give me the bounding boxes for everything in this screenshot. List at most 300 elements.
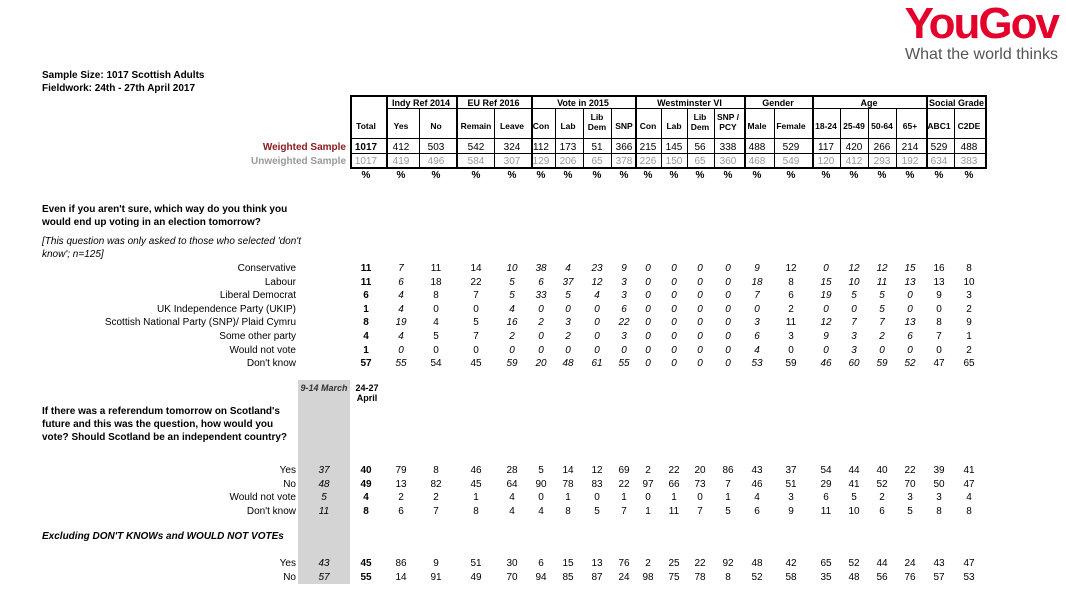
cell-value: 0 — [851, 303, 857, 315]
cell-value: 14 — [562, 465, 574, 476]
cell-value: 43 — [933, 558, 945, 569]
cell-value: 0 — [645, 492, 651, 504]
column-header: Lab — [560, 121, 576, 131]
unweighted-sample-value: 192 — [901, 156, 919, 167]
cell-value: 6 — [538, 276, 544, 288]
cell-value: 8 — [433, 465, 439, 476]
cell-value: 0 — [473, 303, 479, 315]
cell-value: 13 — [933, 276, 945, 288]
percent-sign: % — [471, 170, 481, 181]
cell-value: 7 — [725, 478, 731, 490]
cell-value: 38 — [535, 263, 547, 274]
cell-value: 23 — [591, 263, 603, 274]
cell-value: 0 — [725, 263, 731, 274]
cell-value: 1 — [725, 492, 731, 504]
cell-value: 97 — [642, 478, 654, 490]
cell-value: 2 — [645, 465, 651, 476]
cell-value: 9 — [966, 317, 972, 329]
cell-value: 65 — [963, 358, 975, 370]
cell-value: 10 — [848, 276, 860, 288]
cell-value: 22 — [618, 478, 630, 490]
unweighted-sample-value: 584 — [467, 156, 485, 167]
column-header: 50-64 — [871, 121, 893, 131]
cell-value: 0 — [671, 303, 677, 315]
cell-value: 30 — [506, 558, 518, 569]
cell-value: 0 — [907, 290, 913, 302]
cell-value: 70 — [904, 478, 916, 490]
weighted-sample-value: 214 — [901, 142, 919, 153]
cell-value: 45 — [470, 478, 482, 490]
cell-value: 14 — [395, 571, 407, 583]
cell-value: 4 — [363, 492, 369, 504]
cell-value: 5 — [907, 505, 913, 517]
unweighted-sample-value: 129 — [532, 156, 550, 167]
cell-value: 5 — [594, 505, 600, 517]
cell-value: 82 — [430, 478, 442, 490]
cell-value: 10 — [848, 505, 860, 517]
weighted-sample-value: 51 — [591, 142, 603, 153]
cell-value: 7 — [851, 317, 857, 329]
percent-sign: % — [752, 170, 762, 181]
cell-value: 54 — [820, 465, 832, 476]
cell-value: 48 — [562, 358, 574, 370]
cell-value: 0 — [671, 344, 677, 356]
weighted-sample-value: 488 — [960, 142, 978, 153]
unweighted-sample-value: 634 — [930, 156, 948, 167]
cell-value: 51 — [470, 558, 482, 569]
cell-value: 41 — [963, 465, 975, 476]
cell-value: 46 — [470, 465, 482, 476]
percent-sign: % — [643, 170, 653, 181]
cell-value: 0 — [433, 344, 439, 356]
weighted-sample-value: 173 — [559, 142, 577, 153]
percent-sign: % — [723, 170, 733, 181]
cell-value: 0 — [645, 276, 651, 288]
cell-value: 16 — [933, 263, 945, 274]
cell-value: 40 — [876, 465, 888, 476]
percent-sign: % — [396, 170, 406, 181]
unweighted-sample-value: 150 — [665, 156, 683, 167]
unweighted-sample-value: 468 — [748, 156, 766, 167]
previous-wave-value: 11 — [318, 505, 330, 517]
cell-value: 0 — [594, 331, 600, 342]
cell-value: 5 — [473, 317, 479, 329]
cell-value: 0 — [823, 344, 829, 356]
weighted-sample-value: 366 — [615, 142, 633, 153]
percent-sign: % — [905, 170, 915, 181]
cell-value: 3 — [621, 331, 627, 342]
q3-title: Excluding DON'T KNOWs and WOULD NOT VOTEs — [42, 531, 284, 542]
logo-wordmark: YouGov — [904, 0, 1058, 48]
cell-value: 49 — [470, 571, 482, 583]
cell-value: 0 — [398, 344, 404, 356]
cell-value: 14 — [470, 263, 482, 274]
cell-value: 2 — [879, 331, 885, 342]
cell-value: 0 — [725, 358, 731, 370]
cell-value: 9 — [621, 263, 627, 274]
cell-value: 15 — [904, 263, 916, 274]
row-label: Conservative — [237, 263, 296, 274]
cell-value: 44 — [876, 558, 888, 569]
cell-value: 1 — [363, 344, 369, 356]
row-label: Some other party — [219, 331, 296, 342]
cell-value: 0 — [645, 263, 651, 274]
sample-size: Sample Size: 1017 Scottish Adults — [42, 70, 205, 81]
row-label: Yes — [279, 558, 296, 569]
cell-value: 9 — [823, 331, 829, 342]
cell-value: 19 — [820, 290, 832, 302]
cell-value: 10 — [506, 263, 518, 274]
cell-value: 0 — [645, 303, 651, 315]
cell-value: 3 — [788, 331, 794, 342]
row-label: No — [283, 571, 296, 583]
group-header: Gender — [762, 98, 794, 108]
cell-value: 2 — [509, 331, 515, 342]
cell-value: 3 — [565, 317, 571, 329]
current-wave-label: 24-27 April — [355, 383, 379, 403]
cell-value: 2 — [966, 303, 972, 315]
cell-value: 8 — [363, 317, 369, 329]
row-label: Liberal Democrat — [219, 290, 296, 302]
q1-note: [This question was only asked to those who selected 'don't know'; n=125] — [42, 236, 301, 260]
cell-value: 12 — [876, 263, 888, 274]
cell-value: 59 — [785, 358, 797, 370]
cell-value: 0 — [621, 344, 627, 356]
column-header: C2DE — [957, 121, 981, 131]
cell-value: 46 — [751, 478, 763, 490]
cell-value: 0 — [725, 317, 731, 329]
cell-value: 52 — [876, 478, 888, 490]
cell-value: 45 — [360, 558, 372, 569]
cell-value: 56 — [876, 571, 888, 583]
cell-value: 12 — [591, 465, 603, 476]
unweighted-sample-value: 496 — [427, 156, 445, 167]
cell-value: 55 — [395, 358, 407, 370]
cell-value: 41 — [848, 478, 860, 490]
cell-value: 0 — [697, 492, 703, 504]
cell-value: 60 — [848, 358, 860, 370]
column-header: Lib Dem — [587, 112, 607, 132]
column-divider — [419, 108, 420, 169]
column-header: Lab — [666, 121, 682, 131]
sample-meta — [42, 69, 204, 95]
cell-value: 0 — [725, 344, 731, 356]
percent-sign: % — [507, 170, 517, 181]
cell-value: 0 — [645, 317, 651, 329]
row-label: Scottish National Party (SNP)/ Plaid Cymru — [104, 317, 296, 329]
cell-value: 9 — [754, 263, 760, 274]
cell-value: 29 — [820, 478, 832, 490]
cell-value: 7 — [879, 317, 885, 329]
cell-value: 25 — [668, 558, 680, 569]
cell-value: 6 — [398, 276, 404, 288]
cell-value: 2 — [966, 344, 972, 356]
cell-value: 24 — [904, 558, 916, 569]
cell-value: 5 — [565, 290, 571, 302]
cell-value: 69 — [618, 465, 630, 476]
cell-value: 47 — [963, 478, 975, 490]
cell-value: 6 — [754, 505, 760, 517]
unweighted-sample-value: 307 — [503, 156, 521, 167]
unweighted-sample-value: 412 — [845, 156, 863, 167]
cell-value: 22 — [904, 465, 916, 476]
percent-sign: % — [592, 170, 602, 181]
cell-value: 5 — [879, 290, 885, 302]
cell-value: 12 — [848, 263, 860, 274]
cell-value: 78 — [562, 478, 574, 490]
cell-value: 55 — [360, 571, 372, 583]
weighted-sample-value: 412 — [392, 142, 410, 153]
cell-value: 0 — [697, 344, 703, 356]
cell-value: 10 — [963, 276, 975, 288]
weighted-sample-label: Weighted Sample — [262, 142, 346, 153]
column-header: SNP — [615, 121, 633, 131]
cell-value: 8 — [565, 505, 571, 517]
weighted-sample-value: 324 — [503, 142, 521, 153]
cell-value: 0 — [433, 303, 439, 315]
previous-wave-label: 9-14 March — [300, 383, 348, 393]
group-header: Westminster VI — [657, 98, 722, 108]
unweighted-sample-value: 226 — [639, 156, 657, 167]
cell-value: 53 — [963, 571, 975, 583]
cell-value: 1 — [363, 303, 369, 315]
cell-value: 6 — [621, 303, 627, 315]
row-label: Yes — [279, 465, 296, 476]
cell-value: 0 — [671, 331, 677, 342]
cell-value: 6 — [754, 331, 760, 342]
cell-value: 47 — [963, 558, 975, 569]
percent-sign: % — [669, 170, 679, 181]
cell-value: 7 — [754, 290, 760, 302]
cell-value: 11 — [360, 263, 372, 274]
cell-value: 0 — [565, 303, 571, 315]
cell-value: 2 — [788, 303, 794, 315]
cell-value: 4 — [363, 331, 369, 342]
cell-value: 79 — [395, 465, 407, 476]
cell-value: 0 — [907, 344, 913, 356]
cell-value: 6 — [907, 331, 913, 342]
cell-value: 55 — [618, 358, 630, 370]
cell-value: 1 — [671, 492, 677, 504]
cell-value: 5 — [433, 331, 439, 342]
previous-wave-value: 43 — [318, 558, 330, 569]
cell-value: 0 — [645, 344, 651, 356]
cell-value: 6 — [538, 558, 544, 569]
cell-value: 20 — [535, 358, 547, 370]
cell-value: 0 — [594, 303, 600, 315]
cell-value: 0 — [754, 303, 760, 315]
cell-value: 8 — [936, 317, 942, 329]
cell-value: 3 — [754, 317, 760, 329]
cell-value: 0 — [936, 344, 942, 356]
percent-sign: % — [964, 170, 974, 181]
cell-value: 0 — [645, 358, 651, 370]
cell-value: 24 — [618, 571, 630, 583]
cell-value: 35 — [820, 571, 832, 583]
table-left-rule — [350, 95, 352, 169]
cell-value: 73 — [694, 478, 706, 490]
group-header: Social Grade — [928, 98, 985, 108]
weighted-sample-value: 529 — [930, 142, 948, 153]
cell-value: 0 — [725, 331, 731, 342]
cell-value: 3 — [936, 492, 942, 504]
cell-value: 0 — [697, 317, 703, 329]
percent-sign: % — [619, 170, 629, 181]
cell-value: 76 — [618, 558, 630, 569]
cell-value: 33 — [535, 290, 547, 302]
cell-value: 4 — [398, 303, 404, 315]
cell-value: 4 — [538, 505, 544, 517]
cell-value: 11 — [430, 263, 442, 274]
cell-value: 8 — [473, 505, 479, 517]
row-label: Would not vote — [229, 492, 296, 504]
column-header: No — [430, 121, 442, 131]
cell-value: 3 — [966, 290, 972, 302]
percent-sign: % — [849, 170, 859, 181]
cell-value: 0 — [788, 344, 794, 356]
cell-value: 8 — [433, 290, 439, 302]
cell-value: 43 — [751, 465, 763, 476]
weighted-sample-value: 1017 — [354, 142, 378, 153]
cell-value: 4 — [594, 290, 600, 302]
cell-value: 0 — [538, 492, 544, 504]
cell-value: 48 — [751, 558, 763, 569]
column-header: 25-49 — [843, 121, 865, 131]
unweighted-sample-value: 293 — [873, 156, 891, 167]
table-rule — [350, 138, 987, 139]
cell-value: 12 — [785, 263, 797, 274]
cell-value: 46 — [820, 358, 832, 370]
column-header: Remain — [460, 121, 492, 131]
cell-value: 39 — [933, 465, 945, 476]
cell-value: 91 — [430, 571, 442, 583]
row-label: Don't know — [246, 358, 296, 370]
previous-wave-value: 48 — [318, 478, 330, 490]
yougov-logo — [905, 2, 1058, 64]
cell-value: 0 — [697, 263, 703, 274]
cell-value: 5 — [538, 465, 544, 476]
unweighted-sample-value: 65 — [591, 156, 603, 167]
cell-value: 2 — [398, 492, 404, 504]
percent-sign: % — [361, 170, 371, 181]
cell-value: 5 — [851, 290, 857, 302]
cell-value: 1 — [966, 331, 972, 342]
cell-value: 22 — [694, 558, 706, 569]
cell-value: 0 — [823, 303, 829, 315]
cell-value: 0 — [671, 263, 677, 274]
cell-value: 28 — [506, 465, 518, 476]
cell-value: 2 — [433, 492, 439, 504]
cell-value: 0 — [671, 358, 677, 370]
cell-value: 3 — [907, 492, 913, 504]
cell-value: 0 — [697, 290, 703, 302]
weighted-sample-value: 117 — [818, 142, 834, 153]
unweighted-sample-value: 419 — [392, 156, 410, 167]
cell-value: 8 — [966, 505, 972, 517]
cell-value: 13 — [591, 558, 603, 569]
column-divider — [840, 108, 841, 169]
cell-value: 4 — [966, 492, 972, 504]
cell-value: 94 — [535, 571, 547, 583]
cell-value: 4 — [509, 303, 515, 315]
cell-value: 4 — [754, 492, 760, 504]
cell-value: 8 — [788, 276, 794, 288]
previous-wave-value: 37 — [318, 465, 330, 476]
table-top-rule — [350, 95, 987, 97]
cell-value: 5 — [879, 303, 885, 315]
weighted-sample-value: 215 — [639, 142, 657, 153]
cell-value: 7 — [473, 331, 479, 342]
cell-value: 1 — [473, 492, 479, 504]
cell-value: 8 — [966, 263, 972, 274]
cell-value: 0 — [725, 276, 731, 288]
unweighted-sample-value: 65 — [694, 156, 706, 167]
cell-value: 0 — [671, 276, 677, 288]
cell-value: 0 — [538, 344, 544, 356]
cell-value: 8 — [936, 505, 942, 517]
unweighted-sample-value: 206 — [559, 156, 577, 167]
cell-value: 19 — [395, 317, 407, 329]
unweighted-sample-value: 383 — [960, 156, 978, 167]
cell-value: 0 — [671, 317, 677, 329]
cell-value: 12 — [820, 317, 832, 329]
cell-value: 52 — [848, 558, 860, 569]
cell-value: 98 — [642, 571, 654, 583]
unweighted-sample-value: 120 — [817, 156, 835, 167]
cell-value: 0 — [565, 344, 571, 356]
cell-value: 0 — [538, 331, 544, 342]
cell-value: 0 — [538, 303, 544, 315]
weighted-sample-value: 503 — [427, 142, 445, 153]
cell-value: 52 — [751, 571, 763, 583]
cell-value: 7 — [697, 505, 703, 517]
cell-value: 49 — [360, 478, 372, 490]
cell-value: 15 — [820, 276, 832, 288]
cell-value: 0 — [473, 344, 479, 356]
column-divider — [868, 108, 869, 169]
cell-value: 3 — [788, 492, 794, 504]
cell-value: 3 — [621, 290, 627, 302]
column-header: Con — [639, 121, 657, 131]
cell-value: 44 — [848, 465, 860, 476]
cell-value: 1 — [621, 492, 627, 504]
weighted-sample-value: 112 — [533, 142, 549, 153]
cell-value: 48 — [848, 571, 860, 583]
cell-value: 11 — [820, 505, 832, 517]
unweighted-sample-value: 549 — [782, 156, 800, 167]
cell-value: 2 — [565, 331, 571, 342]
cell-value: 13 — [904, 317, 916, 329]
cell-value: 0 — [725, 290, 731, 302]
cell-value: 18 — [430, 276, 442, 288]
q2-title: If there was a referendum tomorrow on Scotland's future and this was the question, how would you vote? Should Scotland be an independent country? — [42, 406, 288, 443]
cell-value: 7 — [433, 505, 439, 517]
cell-value: 6 — [823, 492, 829, 504]
cell-value: 0 — [697, 358, 703, 370]
cell-value: 22 — [470, 276, 482, 288]
q1-title: Even if you aren't sure, which way do you think you would end up voting in an election tomorrow? — [42, 204, 288, 228]
cell-value: 0 — [671, 290, 677, 302]
cell-value: 4 — [754, 344, 760, 356]
cell-value: 86 — [722, 465, 734, 476]
cell-value: 37 — [785, 465, 797, 476]
row-label: Don't know — [246, 505, 296, 517]
cell-value: 7 — [398, 263, 404, 274]
cell-value: 75 — [668, 571, 680, 583]
cell-value: 4 — [509, 505, 515, 517]
cell-value: 4 — [398, 331, 404, 342]
cell-value: 86 — [395, 558, 407, 569]
